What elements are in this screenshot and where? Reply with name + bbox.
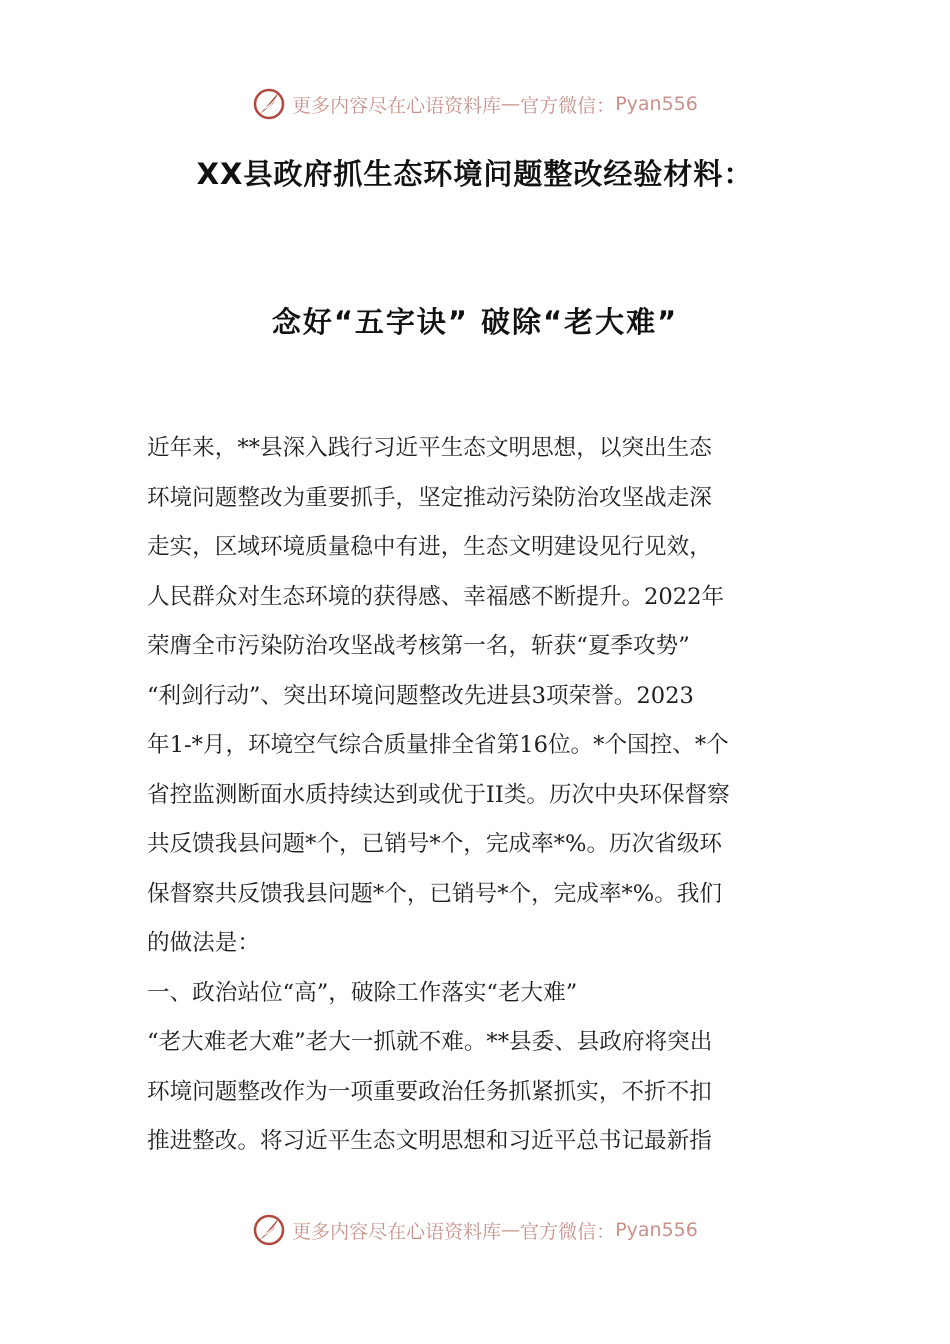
quill-logo-icon [252, 1213, 286, 1247]
watermark-handle: Pyan556 [615, 93, 698, 115]
body-line: 人民群众对生态环境的获得感、幸福感不断提升。2022年 [147, 583, 725, 610]
quill-logo-icon [252, 87, 286, 121]
body-line: 环境问题整改作为一项重要政治任务抓紧抓实，不折不扣 [147, 1078, 712, 1105]
watermark-label: 官方微信： [520, 1220, 616, 1243]
watermark-footer [0, 1210, 950, 1250]
watermark-separator: — [501, 1219, 521, 1241]
body-line: 环境问题整改为重要抓手，坚定推动污染防治攻坚战走深 [147, 484, 712, 511]
watermark-header [0, 84, 950, 124]
document-title: XX县政府抓生态环境问题整改经验材料： [196, 157, 754, 191]
body-line: 保督察共反馈我县问题*个，已销号*个，完成率*%。我们 [147, 880, 723, 907]
body-line: 走实，区域环境质量稳中有进，生态文明建设见行见效， [147, 534, 712, 560]
document-subtitle: 念好“五字诀” 破除“老大难” [271, 305, 679, 339]
body-line: “老大难老大难”老大一抓就不难。**县委、县政府将突出 [147, 1029, 713, 1055]
body-line: 推进整改。将习近平生态文明思想和习近平总书记最新指 [147, 1128, 712, 1154]
watermark-separator: — [501, 93, 521, 115]
body-line: 的做法是： [147, 930, 260, 956]
body-line: 共反馈我县问题*个，已销号*个，完成率*%。历次省级环 [147, 831, 723, 857]
body-line: 年1-*月，环境空气综合质量排全省第16位。*个国控、*个 [147, 732, 729, 758]
watermark-text: 更多内容尽在心语资料库 [292, 1220, 502, 1243]
section-heading: 一、政治站位“高”，破除工作落实“老大难” [147, 979, 578, 1006]
watermark-text: 更多内容尽在心语资料库 [292, 94, 502, 117]
body-line: 荣膺全市污染防治攻坚战考核第一名，斩获“夏季攻势” [147, 633, 690, 659]
body-line: 省控监测断面水质持续达到或优于II类。历次中央环保督察 [147, 781, 730, 808]
watermark-handle: Pyan556 [615, 1219, 698, 1241]
body-line: “利剑行动”、突出环境问题整改先进县3项荣誉。2023 [147, 682, 694, 709]
body-line: 近年来，**县深入践行习近平生态文明思想，以突出生态 [147, 435, 712, 461]
watermark-label: 官方微信： [520, 94, 616, 117]
document-body [147, 424, 807, 1167]
